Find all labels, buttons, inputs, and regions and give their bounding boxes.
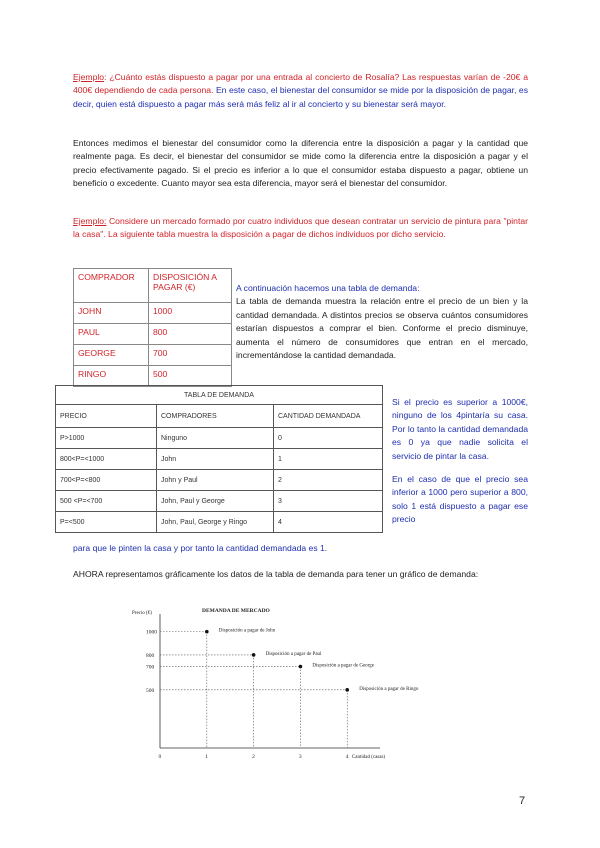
y-tick-label: 500 [146, 687, 155, 694]
price-explanation-2: En el caso de que el precio sea inferior a 1000 pero superior a 800, solo 1 está dispuesto a pagar ese precio [392, 474, 528, 525]
table-cell: 0 [274, 428, 383, 449]
table-cell: 800 [149, 324, 232, 345]
example-2-label: Ejemplo: [73, 216, 107, 226]
x-tick-label: 4 [345, 754, 349, 760]
table-header-cell: PRECIO [56, 405, 157, 428]
table-cell: 500 <P=<700 [56, 491, 157, 512]
y-tick-label: 800 [146, 652, 155, 659]
table-cell: 700<P=<800 [56, 470, 157, 491]
demand-table [55, 385, 383, 533]
point-annotation: Disposición a pagar de George [312, 663, 374, 669]
x-tick-label: 0 [158, 754, 162, 760]
table-cell: John, Paul, George y Ringo [157, 512, 274, 533]
table-row [56, 449, 383, 470]
table-header-cell: CANTIDAD DEMANDADA [274, 405, 383, 428]
demand-table-caption: TABLA DE DEMANDA [56, 386, 383, 405]
data-point [345, 688, 349, 692]
table-row [74, 366, 232, 387]
x-tick-label: 1 [205, 754, 209, 760]
table-cell: P=<500 [56, 512, 157, 533]
table-cell: 500 [149, 366, 232, 387]
table-cell: John [157, 449, 274, 470]
example-2-paragraph [73, 215, 528, 242]
chart-title: DEMANDA DE MERCADO [202, 608, 270, 614]
table-header-cell: COMPRADOR [74, 269, 149, 303]
data-point [205, 630, 209, 634]
table-row [74, 324, 232, 345]
page-number: 7 [519, 795, 526, 807]
table-row [56, 491, 383, 512]
table-cell: 4 [274, 512, 383, 533]
x-tick-label: 2 [252, 754, 255, 760]
table-row [74, 303, 232, 324]
table-row [56, 512, 383, 533]
table-cell: 3 [274, 491, 383, 512]
table-caption-row [56, 386, 383, 405]
table-cell: RINGO [74, 366, 149, 387]
table-cell: PAUL [74, 324, 149, 345]
example-2-text: Considere un mercado formado por cuatro individuos que desean contratar un servicio de pintura para "pintar la casa". La siguiente tabla muestra la disposición a pagar de dichos individuos por dicho servicio. [73, 216, 528, 240]
table-header-row [74, 269, 232, 303]
example-1-highlight: En este caso, el bienestar del consumidor se mide por la disposición de pagar, es decir, quien está dispuesto a pagar más será más feliz al ir al concierto y su bienestar será mayor. [73, 85, 528, 109]
chart-intro: AHORA representamos gráficamente los datos de la tabla de demanda para tener un gráfico de demanda: [73, 569, 479, 579]
table-row [74, 345, 232, 366]
example-1-text: : ¿Cuánto estás dispuesto a pagar por una entrada al concierto de Rosalía? Las respuestas varían de -20€ a 400€ dependiendo de cada persona. [73, 72, 528, 96]
table-cell: 1000 [149, 303, 232, 324]
demand-table-explanation [236, 282, 528, 362]
willingness-table [73, 268, 232, 387]
demand-chart [120, 600, 419, 760]
y-tick-label: 700 [146, 664, 155, 671]
y-axis-label: Precio (€) [132, 611, 152, 616]
point-annotation: Disposición a pagar de Paul [265, 651, 322, 657]
price-explanation [392, 396, 528, 537]
explanation-body: La tabla de demanda muestra la relación entre el precio de un bien y la cantidad demandada. A distintos precios se observa cuántos consumidores estarían dispuestos a comprar el bien. Conforme el precio disminuye, aumenta el número de consumidores que entran en el mercado, incrementándose la cantidad demandada. [236, 296, 528, 361]
data-point [252, 653, 256, 657]
table-cell: John y Paul [157, 470, 274, 491]
price-explanation-continued: para que le pinten la casa y por tanto la cantidad demandada es 1. [73, 543, 328, 553]
price-explanation-1: Si el precio es superior a 1000€, ninguno de los 4pintaría su casa. Por lo tanto la cantidad demandada es 0 ya que nadie solicita el servicio de pintar la casa. [392, 397, 528, 461]
x-tick-label: 3 [298, 754, 302, 760]
table-cell: 2 [274, 470, 383, 491]
table-cell: 800<P=<1000 [56, 449, 157, 470]
table-cell: JOHN [74, 303, 149, 324]
table-cell: Ninguno [157, 428, 274, 449]
y-tick-label: 1000 [146, 629, 157, 636]
table-header-cell: DISPOSICIÓN A PAGAR (€) [149, 269, 232, 303]
table-header-cell: COMPRADORES [157, 405, 274, 428]
data-point [299, 665, 303, 669]
explanation-lead: A continuación hacemos una tabla de demanda: [236, 283, 420, 293]
point-annotation: Disposición a pagar de Ringo [359, 686, 419, 692]
point-annotation: Disposición a pagar de John [218, 628, 276, 634]
table-row [56, 470, 383, 491]
table-row [56, 428, 383, 449]
table-cell: GEORGE [74, 345, 149, 366]
table-cell: P>1000 [56, 428, 157, 449]
table-cell: John, Paul y George [157, 491, 274, 512]
example-1-label: Ejemplo [73, 72, 105, 82]
table-header-row [56, 405, 383, 428]
table-cell: 1 [274, 449, 383, 470]
table-cell: 700 [149, 345, 232, 366]
example-1-paragraph [73, 71, 528, 111]
wellbeing-paragraph: Entonces medimos el bienestar del consumidor como la diferencia entre la disposición a pagar y la cantidad que realmente paga. Es decir, el bienestar del consumidor se mide como la diferencia entre la disposición a pagar y el precio efectivamente pagado. Si el precio es inferior a lo que el consumidor estaba dispuesto a pagar, obtiene un beneficio o excedente. Cuanto mayor sea esta diferencia, mayor será el bienestar del consumidor. [73, 138, 528, 189]
x-axis-label: Cantidad (casas) [351, 755, 386, 760]
